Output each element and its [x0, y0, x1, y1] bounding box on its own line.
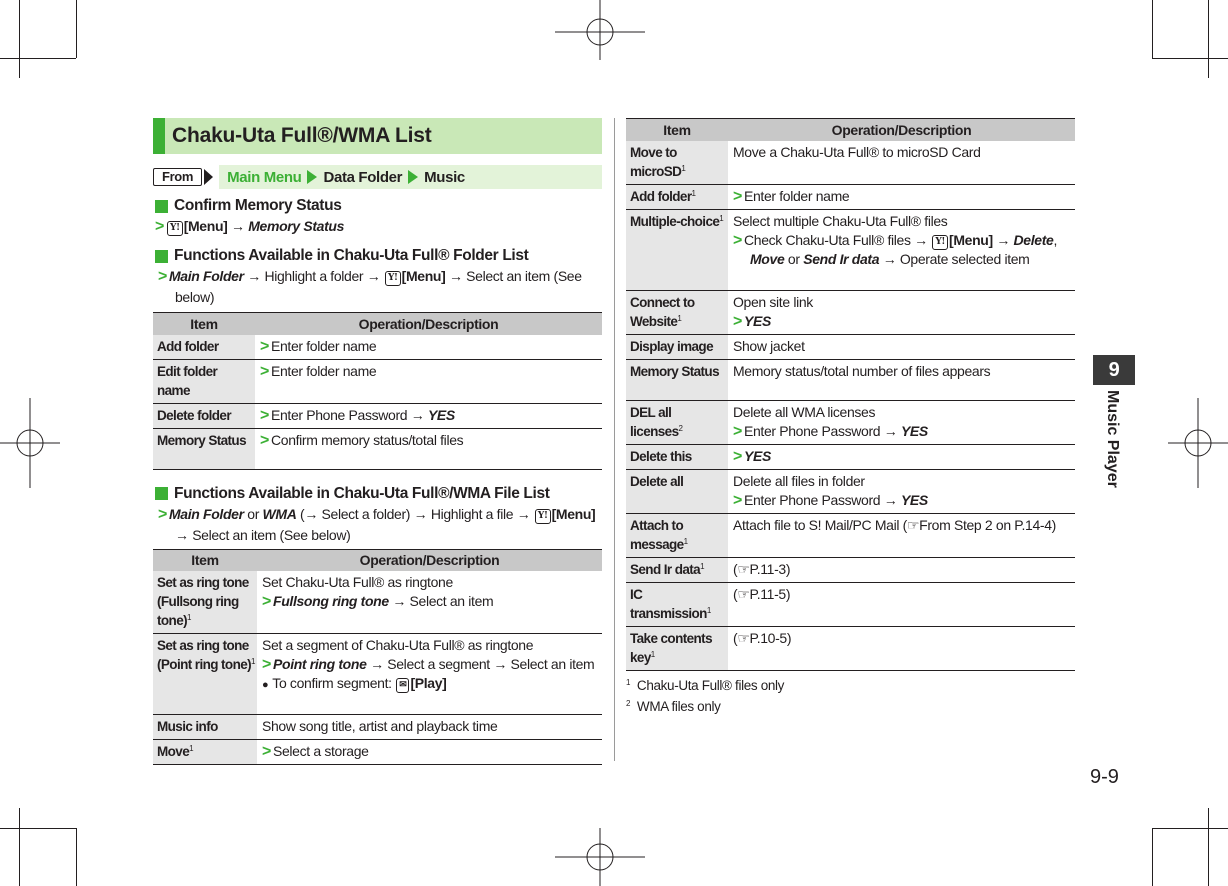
- operation-cell: [728, 626, 1075, 670]
- operation-description: [262, 636, 598, 655]
- item-cell: [153, 634, 257, 715]
- text-segment: To confirm segment:: [272, 675, 396, 691]
- text-segment: Set a segment of Chaku-Uta Full® as ringtone: [262, 637, 534, 653]
- operation-cell: [255, 335, 602, 360]
- text-segment: Main Folder: [169, 268, 244, 284]
- text-segment: → Select an item: [388, 593, 494, 609]
- square-bullet-icon: [155, 250, 168, 263]
- footnote-ref: 1: [706, 605, 711, 615]
- step-line: [158, 504, 598, 546]
- crop-mark: [1152, 828, 1228, 829]
- text-segment: [Menu]: [551, 505, 596, 522]
- item-name: Multiple-choice: [630, 213, 720, 229]
- heading-text: Functions Available in Chaku-Uta Full® Folder List: [174, 247, 529, 264]
- step-arrow-icon: >: [260, 406, 269, 424]
- text-segment: Enter folder name: [271, 337, 377, 354]
- item-cell: [626, 290, 728, 334]
- text-segment: Enter Phone Password →: [744, 422, 901, 439]
- text-segment: → Select an item (See below): [175, 526, 351, 543]
- operation-step: [733, 312, 1071, 331]
- reference-icon: ☞: [737, 629, 750, 646]
- item-cell: [626, 513, 728, 557]
- table-row: [153, 428, 602, 469]
- text-segment: Set Chaku-Uta Full® as ringtone: [262, 574, 453, 590]
- text-segment: Point ring tone: [273, 656, 367, 672]
- footnote-ref: 1: [187, 613, 191, 622]
- table-row: [626, 400, 1075, 444]
- crop-mark: [76, 828, 77, 886]
- text-segment: Enter Phone Password →: [744, 491, 901, 508]
- operation-description: [733, 293, 1071, 312]
- file-functions-table-continued: [626, 118, 1075, 671]
- step-arrow-icon: >: [158, 505, 167, 523]
- step-arrow-icon: >: [733, 187, 742, 205]
- footnote-ref: 1: [189, 744, 193, 753]
- text-segment: ,: [1053, 231, 1057, 248]
- table-row: [626, 209, 1075, 290]
- operation-cell: [255, 428, 602, 469]
- text-segment: P.10-5): [749, 629, 792, 646]
- operation-step: [733, 231, 1071, 269]
- step-line: [155, 216, 595, 237]
- registration-mark-left: [0, 398, 60, 488]
- triangle-icon: [307, 170, 317, 184]
- item-name: Send Ir data: [630, 561, 701, 577]
- text-segment: WMA: [262, 505, 297, 522]
- item-cell: [153, 740, 257, 765]
- text-segment: Open site link: [733, 293, 813, 310]
- table-row: [626, 334, 1075, 359]
- text-segment: Delete: [1013, 231, 1054, 248]
- heading-text: Functions Available in Chaku-Uta Full®/WMA File List: [174, 484, 550, 502]
- crop-mark: [19, 0, 20, 78]
- table-row: [153, 335, 602, 360]
- text-segment: → Select a segment → Select an item: [366, 656, 595, 672]
- column-header-item: Item: [626, 119, 728, 141]
- operation-description: [262, 717, 598, 736]
- table-row: [626, 557, 1075, 582]
- item-name: DEL all licenses: [630, 404, 679, 439]
- footnote-number: 2: [626, 698, 631, 708]
- operation-description: [733, 516, 1071, 535]
- footnote-number: 1: [626, 677, 631, 687]
- footnote-ref: 1: [691, 188, 696, 198]
- page-number: 9-9: [1090, 766, 1119, 788]
- table-row: [626, 359, 1075, 400]
- item-name: Take contents key: [630, 630, 712, 665]
- item-name: Delete this: [630, 448, 692, 464]
- item-cell: [153, 428, 255, 469]
- item-cell: [626, 359, 728, 400]
- operation-cell: [728, 359, 1075, 400]
- text-segment: Enter folder name: [271, 362, 377, 379]
- left-column: [153, 118, 602, 765]
- text-segment: (: [733, 560, 738, 577]
- table-row: [626, 141, 1075, 185]
- table-row: [626, 513, 1075, 557]
- operation-description: [733, 403, 1071, 422]
- registration-mark-right: [1168, 398, 1228, 488]
- item-name: Attach to message: [630, 517, 684, 552]
- operation-description: [733, 212, 1071, 231]
- footnote-ref: 1: [683, 536, 688, 546]
- text-segment: Send Ir data: [803, 250, 880, 267]
- chapter-tab[interactable]: 9: [1093, 355, 1135, 385]
- table-row: [626, 290, 1075, 334]
- operation-cell: [255, 359, 602, 403]
- item-cell: [626, 141, 728, 185]
- item-cell: [153, 335, 255, 360]
- text-segment: Select a storage: [273, 743, 369, 759]
- heading-text: Confirm Memory Status: [174, 197, 342, 214]
- item-name: Music info: [157, 719, 218, 734]
- crop-mark: [19, 808, 20, 886]
- crumb-data-folder: Data Folder: [323, 168, 403, 186]
- item-cell: [153, 571, 257, 634]
- text-segment: YES: [900, 422, 928, 439]
- item-cell: [626, 400, 728, 444]
- reference-icon: ☞: [906, 516, 920, 533]
- operation-cell: [728, 582, 1075, 626]
- registration-mark-top: [555, 0, 645, 60]
- item-name: Edit folder name: [157, 363, 218, 398]
- operation-step: [733, 422, 1071, 441]
- operation-note: [262, 674, 598, 695]
- item-cell: [626, 209, 728, 290]
- operation-cell: [728, 444, 1075, 469]
- text-segment: or: [243, 505, 263, 522]
- text-segment: → Select an item (See below): [175, 268, 582, 305]
- menu-label: [Menu]: [183, 218, 228, 234]
- item-cell: [626, 469, 728, 513]
- section-heading: [155, 484, 602, 504]
- footnote: [626, 696, 1075, 717]
- step-arrow-icon: >: [262, 743, 271, 760]
- item-name: Add folder: [157, 338, 219, 354]
- step-arrow-icon: >: [733, 231, 742, 249]
- text-segment: Show song title, artist and playback time: [262, 718, 498, 734]
- crop-mark: [1208, 808, 1209, 886]
- text-segment: Confirm memory status/total files: [271, 431, 464, 448]
- item-cell: [626, 557, 728, 582]
- text-segment: Show jacket: [733, 337, 805, 354]
- text-segment: [Play]: [410, 675, 447, 691]
- text-segment: → Highlight a folder →: [243, 268, 384, 284]
- operation-cell: [728, 141, 1075, 185]
- item-name: Connect to Website: [630, 294, 695, 329]
- text-segment: P.11-5): [749, 585, 791, 602]
- operation-step: [260, 362, 598, 381]
- text-segment: (: [733, 585, 738, 602]
- text-segment: P.11-3): [749, 560, 791, 577]
- operation-cell: [257, 715, 602, 740]
- text-segment: YES: [900, 491, 928, 508]
- table-row: [153, 634, 602, 715]
- text-segment: Delete all WMA licenses: [733, 403, 876, 420]
- yahoo-key-icon: Y!: [385, 271, 401, 286]
- table-row: [626, 444, 1075, 469]
- from-label: From: [153, 168, 202, 186]
- text-segment: Select multiple Chaku-Uta Full® files: [733, 212, 948, 229]
- item-cell: [153, 403, 255, 428]
- item-name: Delete all: [630, 473, 684, 489]
- operation-step: [260, 431, 598, 450]
- item-cell: [626, 334, 728, 359]
- footnote-ref: 1: [700, 561, 704, 571]
- text-segment: Move a Chaku-Uta Full® to microSD Card: [733, 143, 981, 160]
- operation-cell: [728, 290, 1075, 334]
- registration-mark-bottom: [555, 828, 645, 886]
- navigation-path: [153, 165, 602, 189]
- text-segment: → Operate selected item: [879, 250, 1030, 267]
- text-segment: [Menu]: [949, 231, 993, 248]
- table-row: [153, 571, 602, 634]
- operation-cell: [255, 403, 602, 428]
- text-segment: →: [992, 231, 1014, 248]
- operation-cell: [728, 469, 1075, 513]
- crop-mark: [76, 0, 77, 58]
- reference-icon: ☞: [737, 585, 750, 602]
- page-title: Chaku-Uta Full®/WMA List: [153, 118, 602, 154]
- table-row: [626, 469, 1075, 513]
- step-arrow-icon: >: [733, 491, 742, 509]
- chapter-label: Music Player: [1104, 390, 1121, 488]
- step-arrow-icon: >: [155, 218, 164, 235]
- operation-cell: [257, 571, 602, 634]
- column-header-operation: Operation/Description: [255, 313, 602, 335]
- yahoo-key-icon: Y!: [535, 509, 551, 524]
- section-heading: [155, 196, 602, 216]
- step-arrow-icon: >: [260, 362, 269, 380]
- operation-step: [260, 337, 598, 356]
- operation-description: [733, 472, 1071, 491]
- item-name: Display image: [630, 338, 713, 354]
- step-arrow-icon: >: [262, 656, 271, 673]
- yahoo-key-icon: Y!: [932, 235, 948, 250]
- text-segment: (→ Select a folder) → Highlight a file →: [296, 505, 534, 522]
- operation-cell: [728, 513, 1075, 557]
- text-segment: Main Folder: [169, 505, 244, 522]
- text-segment: YES: [427, 406, 455, 423]
- item-cell: [153, 359, 255, 403]
- table-header: [626, 119, 1075, 141]
- operation-step: [262, 592, 598, 611]
- operation-description: [262, 573, 598, 592]
- operation-cell: [257, 740, 602, 765]
- table-row: [153, 403, 602, 428]
- step-arrow-icon: >: [733, 422, 742, 440]
- item-name: Add folder: [630, 188, 692, 204]
- text-segment: Fullsong ring tone: [273, 593, 389, 609]
- table-row: [153, 715, 602, 740]
- column-divider: [614, 118, 615, 761]
- item-cell: [626, 582, 728, 626]
- item-name: IC transmission: [630, 586, 707, 621]
- text-segment: YES: [744, 312, 771, 329]
- step-arrow-icon: >: [260, 337, 269, 355]
- item-name: Memory Status: [157, 432, 246, 448]
- operation-cell: [728, 557, 1075, 582]
- triangle-icon: [204, 169, 213, 185]
- crop-mark: [1152, 0, 1153, 58]
- step-arrow-icon: >: [262, 593, 271, 610]
- table-header: [153, 313, 602, 335]
- text-segment: YES: [744, 447, 771, 464]
- operation-step: [262, 742, 598, 761]
- operation-cell: [728, 209, 1075, 290]
- operation-step: [733, 447, 1071, 466]
- table-row: [153, 359, 602, 403]
- table-row: [626, 582, 1075, 626]
- text-segment: Memory status/total number of files appears: [733, 362, 991, 379]
- operation-description: [733, 362, 1071, 381]
- section-heading: [155, 246, 602, 266]
- square-bullet-icon: [155, 487, 168, 500]
- folder-functions-table: [153, 312, 602, 470]
- mail-key-icon: ✉: [396, 678, 409, 693]
- step-arrow-icon: >: [260, 431, 269, 449]
- bullet-icon: ●: [262, 679, 269, 691]
- operation-description: [733, 585, 1071, 604]
- crumb-main-menu: Main Menu: [227, 168, 302, 186]
- crop-mark: [1152, 828, 1153, 886]
- operation-cell: [257, 634, 602, 715]
- footnote-ref: 1: [681, 163, 686, 173]
- step-line: [158, 266, 598, 308]
- triangle-icon: [408, 170, 418, 184]
- column-header-item: Item: [153, 313, 255, 335]
- text-segment: Attach file to S! Mail/PC Mail (: [733, 516, 907, 533]
- breadcrumb: [219, 165, 602, 189]
- text-segment: [Menu]: [401, 268, 446, 284]
- file-functions-table: [153, 549, 602, 766]
- step-arrow-icon: >: [733, 447, 742, 465]
- text-segment: Delete all files in folder: [733, 472, 865, 489]
- text-segment: Move: [750, 250, 785, 267]
- footnote: [626, 675, 1075, 696]
- table-row: [626, 626, 1075, 670]
- operation-description: [733, 143, 1071, 162]
- operation-step: [260, 406, 598, 425]
- crumb-music: Music: [424, 168, 465, 186]
- text-segment: Enter Phone Password →: [271, 406, 428, 423]
- crop-mark: [1208, 0, 1209, 78]
- crop-mark: [0, 58, 76, 59]
- arrow-icon: →: [231, 218, 245, 234]
- table-row: [626, 184, 1075, 209]
- column-header-operation: Operation/Description: [728, 119, 1075, 141]
- yahoo-key-icon: Y!: [167, 221, 183, 236]
- footnote-ref: 1: [650, 649, 655, 659]
- text-segment: Check Chaku-Uta Full® files →: [744, 231, 932, 248]
- column-header-item: Item: [153, 549, 257, 571]
- column-header-operation: Operation/Description: [257, 549, 602, 571]
- text-segment: or: [784, 250, 804, 267]
- operation-description: [733, 629, 1071, 648]
- crop-mark: [1152, 58, 1228, 59]
- footnote-ref: 1: [719, 213, 724, 223]
- footnote-ref: 1: [677, 313, 682, 323]
- footnote-text: Chaku-Uta Full® files only: [636, 677, 785, 693]
- square-bullet-icon: [155, 200, 168, 213]
- item-cell: [626, 626, 728, 670]
- operation-step: [262, 655, 598, 674]
- step-arrow-icon: >: [158, 268, 167, 285]
- right-column: [626, 118, 1075, 717]
- operation-cell: [728, 400, 1075, 444]
- operation-description: [733, 560, 1071, 579]
- item-name: Delete folder: [157, 407, 231, 423]
- step-arrow-icon: >: [733, 312, 742, 330]
- operation-step: [733, 491, 1071, 510]
- item-name: Move: [157, 744, 190, 759]
- reference-icon: ☞: [737, 560, 750, 577]
- crop-mark: [0, 828, 76, 829]
- footnote-text: WMA files only: [636, 698, 721, 714]
- operation-description: [733, 337, 1071, 356]
- text-segment: Enter folder name: [744, 187, 850, 204]
- table-row: [153, 740, 602, 765]
- operation-cell: [728, 334, 1075, 359]
- footnote-ref: 1: [251, 657, 255, 666]
- target-label: Memory Status: [248, 218, 345, 234]
- text-segment: (: [733, 629, 738, 646]
- text-segment: From Step 2 on P.14-4): [919, 516, 1056, 533]
- item-cell: [153, 715, 257, 740]
- operation-cell: [728, 184, 1075, 209]
- item-name: Set as ring tone (Fullsong ring tone): [157, 575, 249, 628]
- table-header: [153, 549, 602, 571]
- item-name: Memory Status: [630, 363, 719, 379]
- item-name: Set as ring tone (Point ring tone): [157, 638, 252, 672]
- item-cell: [626, 444, 728, 469]
- operation-step: [733, 187, 1071, 206]
- item-name: Move to microSD: [630, 144, 682, 179]
- footnote-ref: 2: [678, 423, 683, 433]
- item-cell: [626, 184, 728, 209]
